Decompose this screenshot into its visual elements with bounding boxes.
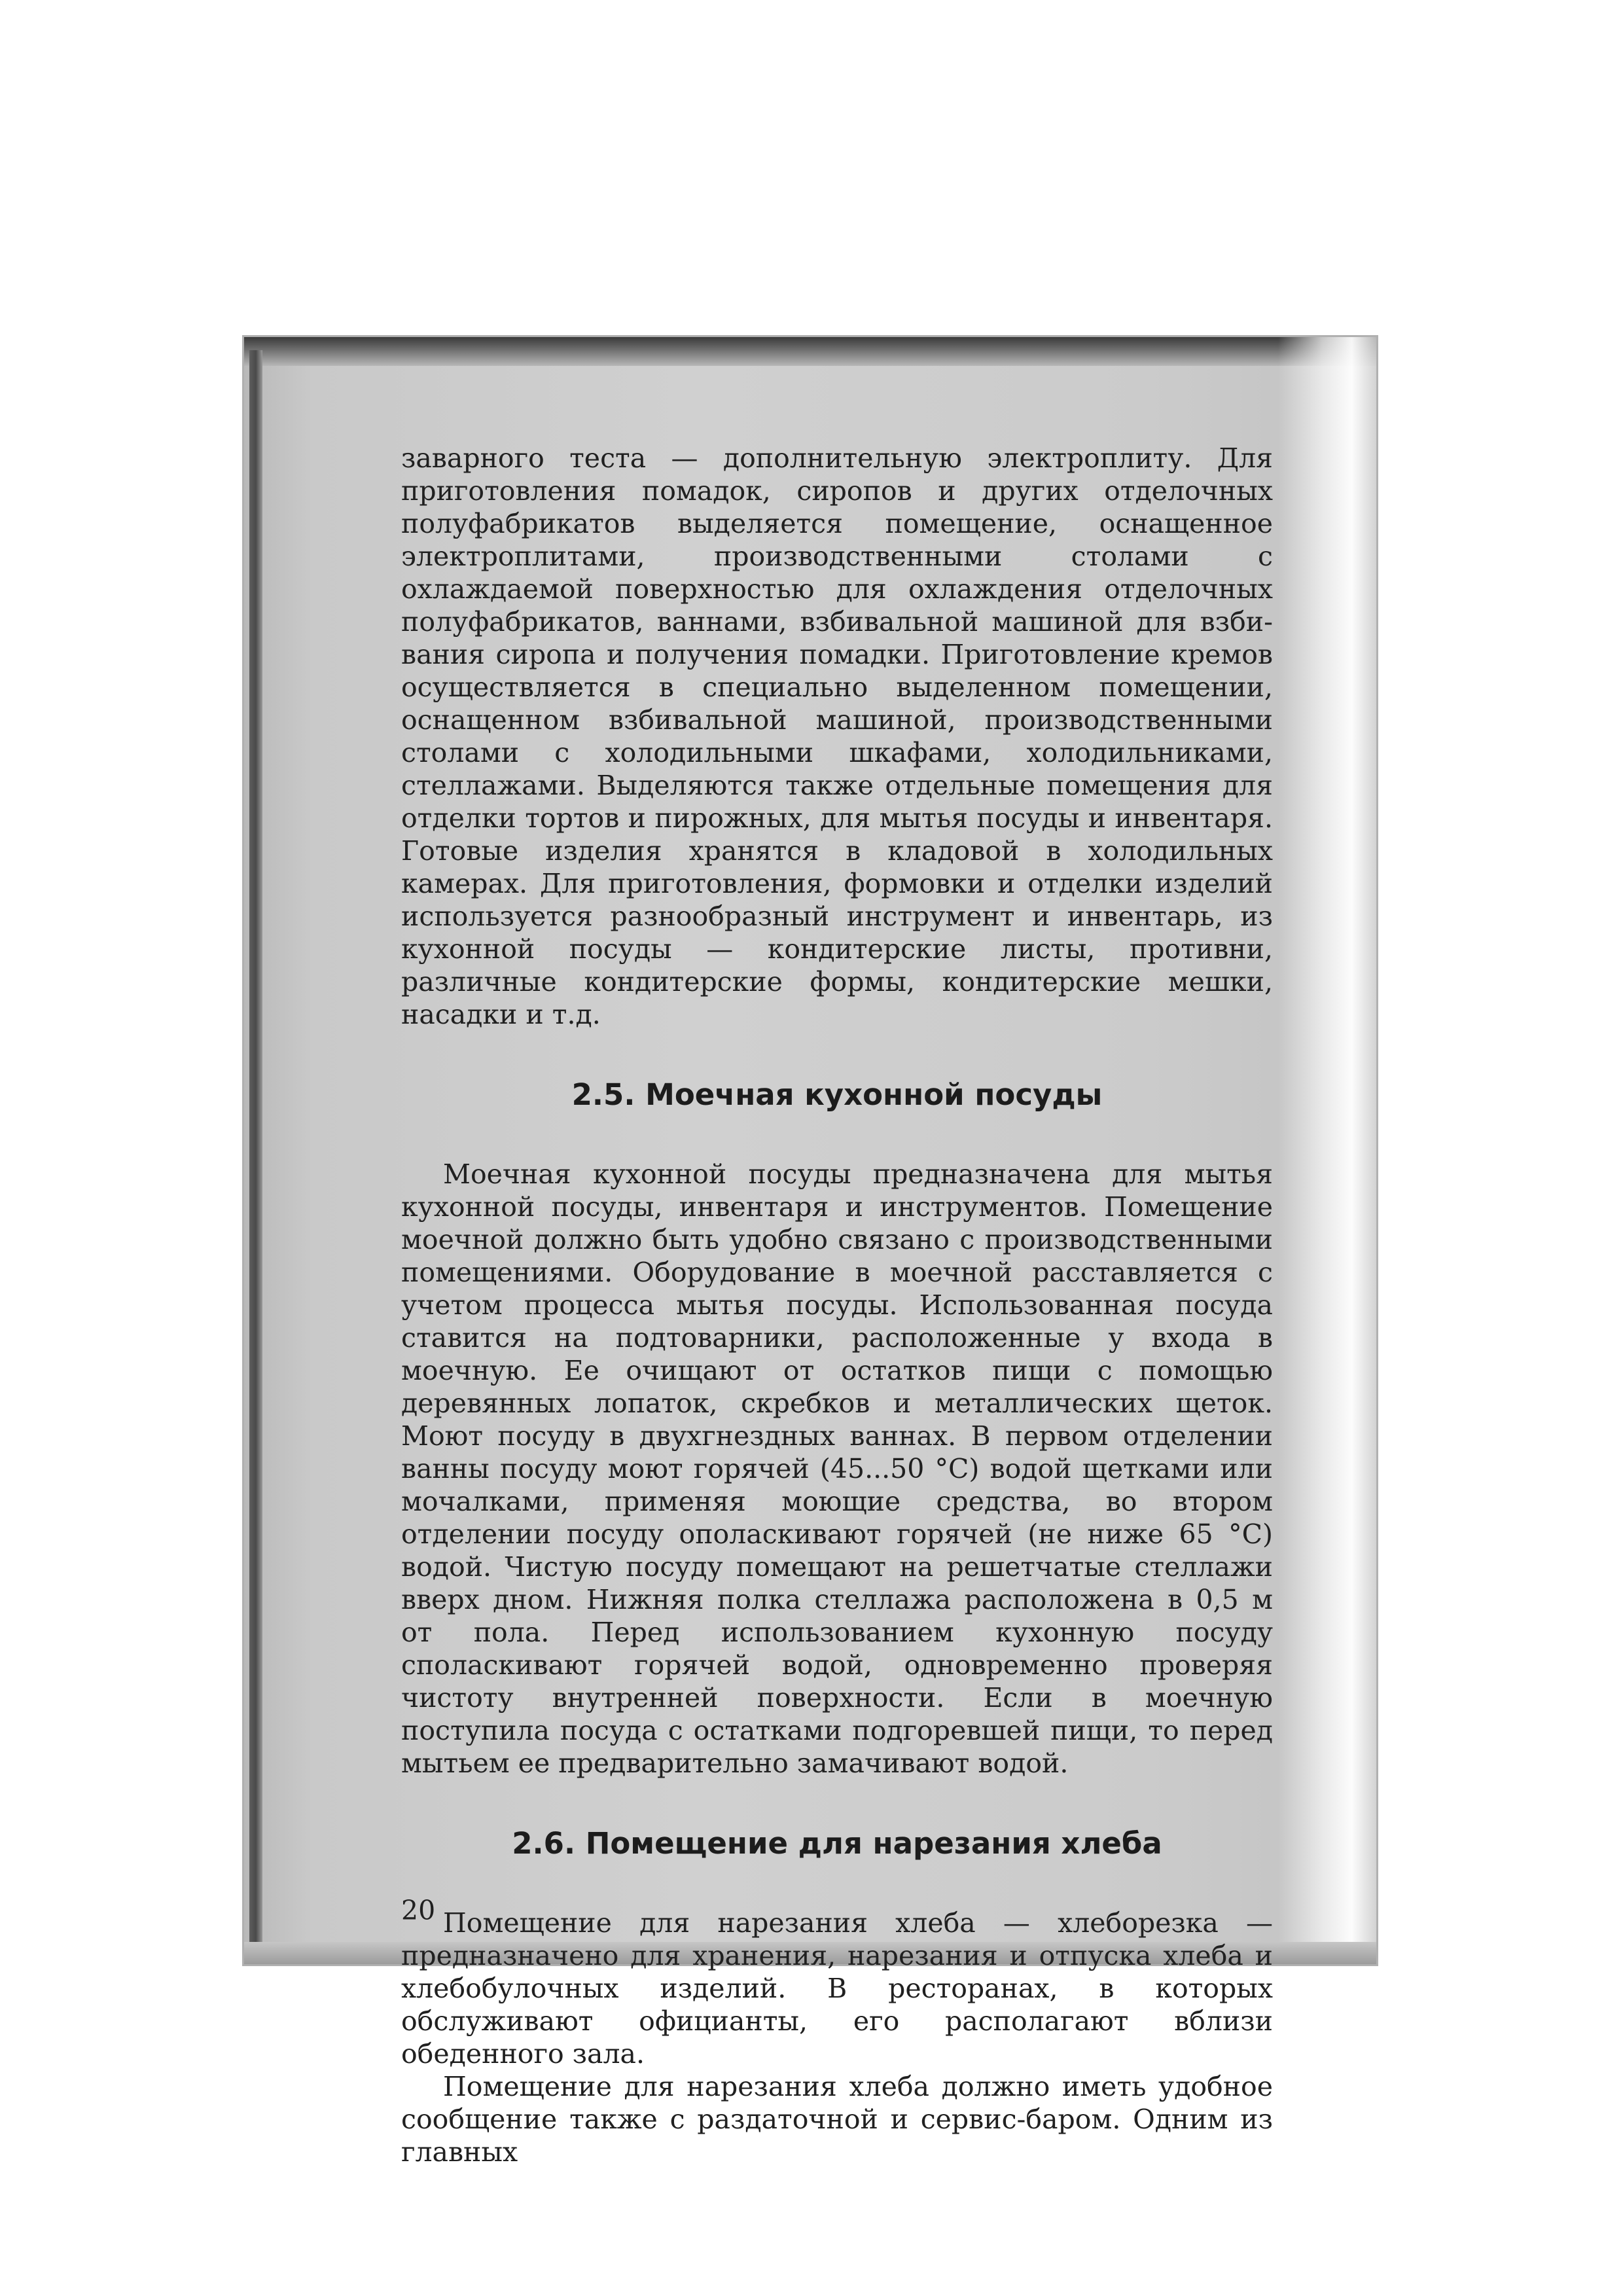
section-2-5-paragraph: Моечная кухонной посуды предназначена для мытья кухонной посуды, инвентаря и инструментов. Помещение моечной должно быть удобно связано с производственными помещениями. Оборудование в моечной расставляется с учетом процесса мытья посуды. Использованная посуда ставится на подтоварники, расположенные у входа в моечную. Ее очищают от остатков пищи с помощью деревянных лопаток, скребков и металлических щеток. Моют посуду в двухгнездных ваннах. В первом отделении ванны посуду моют горячей (45...50 °С) водой щетками или мочалками, применяя моющие средства, во втором отделении посуду ополаскивают горячей (не ниже 65 °С) водой. Чистую посуду помещают на решетчатые стеллажи вверх дном. Нижняя полка стеллажа расположена в 0,5 м от пола. Перед использованием кухонную посуду споласкивают горячей водой, одновременно проверяя чистоту внутренней поверхности. Если в моечную поступила посуда с остатками подгоревшей пищи, то перед мытьем ее предварительно замачивают водой. [401, 1158, 1273, 1779]
paragraph-continued: заварного теста — дополнительную электроплиту. Для приготовления помадок, сиропов и других отделочных полуфабрикатов выделяется помещение, оснащенное электроплитами, производственными столами с охлаждаемой поверхностью для охлаждения отделочных полуфабрикатов, ваннами, взбивальной машиной для взбивания сиропа и получения помадки. Приготовление кремов осуществляется в специально выделенном помещении, оснащенном взбивальной машиной, производственными столами с холодильными шкафами, холодильниками, стеллажами. Выделяются также отдельные помещения для отделки тортов и пирожных, для мытья посуды и инвентаря. Готовые изделия хранятся в кладовой в холодильных камерах. Для приготовления, формовки и отделки изделий используется разнообразный инструмент и инвентарь, из кухонной посуды — кондитерские листы, противни, различные кондитерские формы, кондитерские мешки, насадки и т.д. [401, 442, 1273, 1030]
page-edge-right [1278, 337, 1376, 1964]
section-2-6-paragraph-2: Помещение для нарезания хлеба должно иметь удобное сообщение также с раздаточной и сервис-баром. Одним из главных [401, 2071, 1273, 2168]
page-number: 20 [401, 1895, 436, 1926]
binding-shadow-left [249, 350, 262, 1947]
page-body [401, 442, 1273, 2168]
section-2-6-paragraph-1: Помещение для нарезания хлеба — хлеборезка — предназначено для хранения, нарезания и отпуска хлеба и хлебобулочных изделий. В ресторанах, в которых обслуживают официанты, его располагают вблизи обеденного зала. [401, 1907, 1273, 2070]
binding-shadow-top [244, 337, 1376, 366]
section-heading-2-5: 2.5. Моечная кухонной посуды [571, 1077, 1103, 1112]
section-heading-2-6: 2.6. Помещение для нарезания хлеба [512, 1826, 1162, 1861]
scanned-page [242, 335, 1378, 2168]
